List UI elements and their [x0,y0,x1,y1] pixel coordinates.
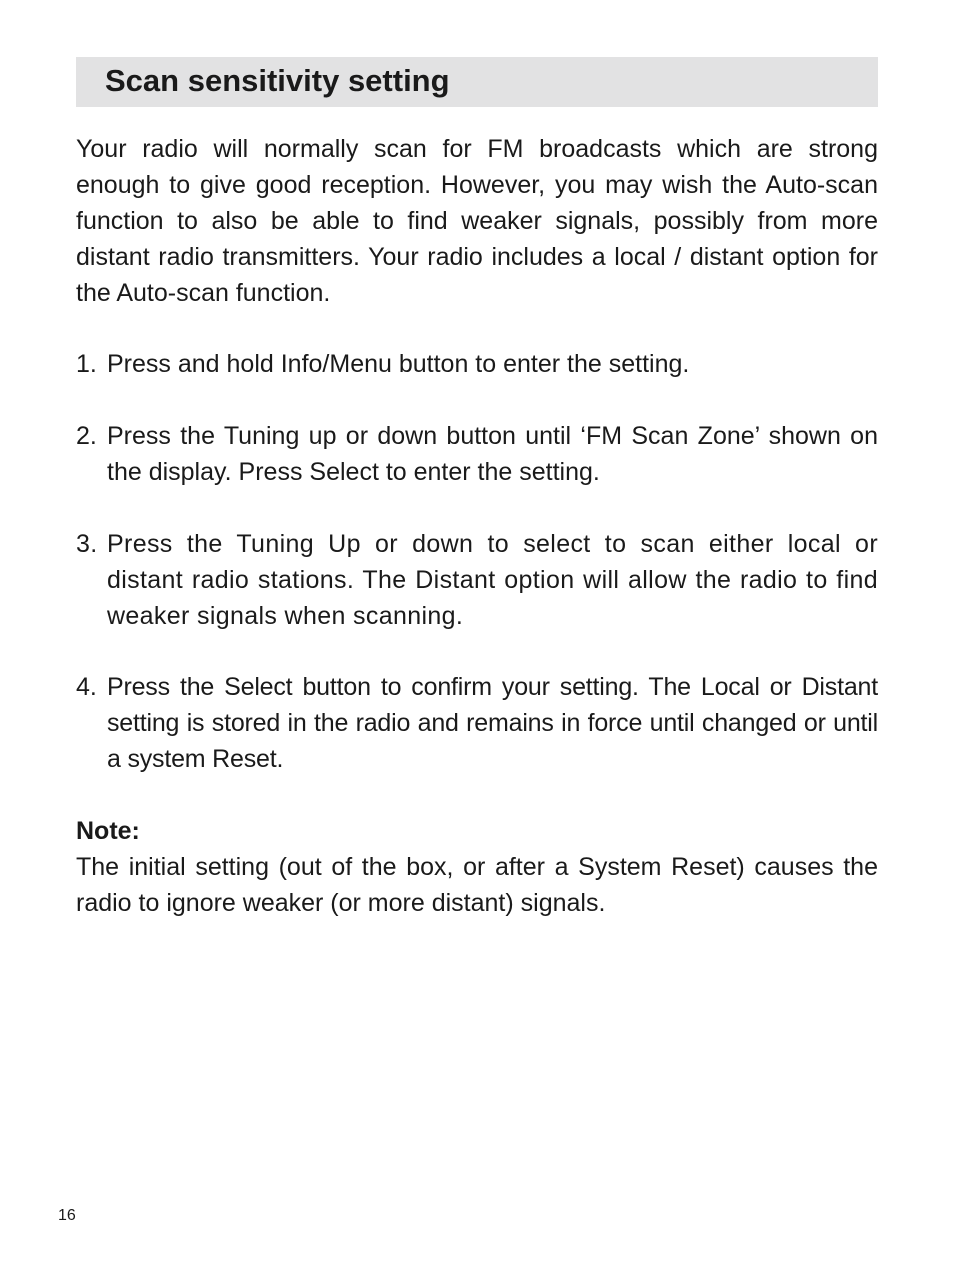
step-text: Press the Tuning up or down button until ‘FM Scan Zone’ shown on the display. Press Select to enter the setting. [107,422,878,486]
step-4 [76,669,878,777]
step-text: Press the Select button to confirm your setting. The Local or Distant setting is stored in the radio and remains in force until changed or until a system Reset. [107,673,878,773]
section-heading-bar [76,57,878,107]
step-number: 3. [76,530,98,558]
note-paragraph: The initial setting (out of the box, or after a System Reset) causes the radio to ignore weaker (or more distant) signals. [76,853,878,917]
step-number: 4. [76,673,97,701]
section-title: Scan sensitivity setting [105,63,450,98]
step-3 [76,526,878,634]
intro-paragraph: Your radio will normally scan for FM broadcasts which are strong enough to give good reception. However, you may wish the Auto-scan function to also be able to find weaker signals, possibly from more distant radio transmitters. Your radio includes a local / distant option for the Auto-scan function. [76,135,878,307]
step-2 [76,418,878,490]
page-number: 16 [58,1207,76,1224]
step-text: Press and hold Info/Menu button to enter the setting. [107,350,690,378]
step-text: Press the Tuning Up or down to select to scan either local or distant radio stations. The Distant option will allow the radio to find weaker signals when scanning. [107,530,878,630]
step-1 [76,346,878,382]
note-heading: Note: [76,817,140,845]
step-number: 1. [76,350,97,378]
step-number: 2. [76,422,97,450]
